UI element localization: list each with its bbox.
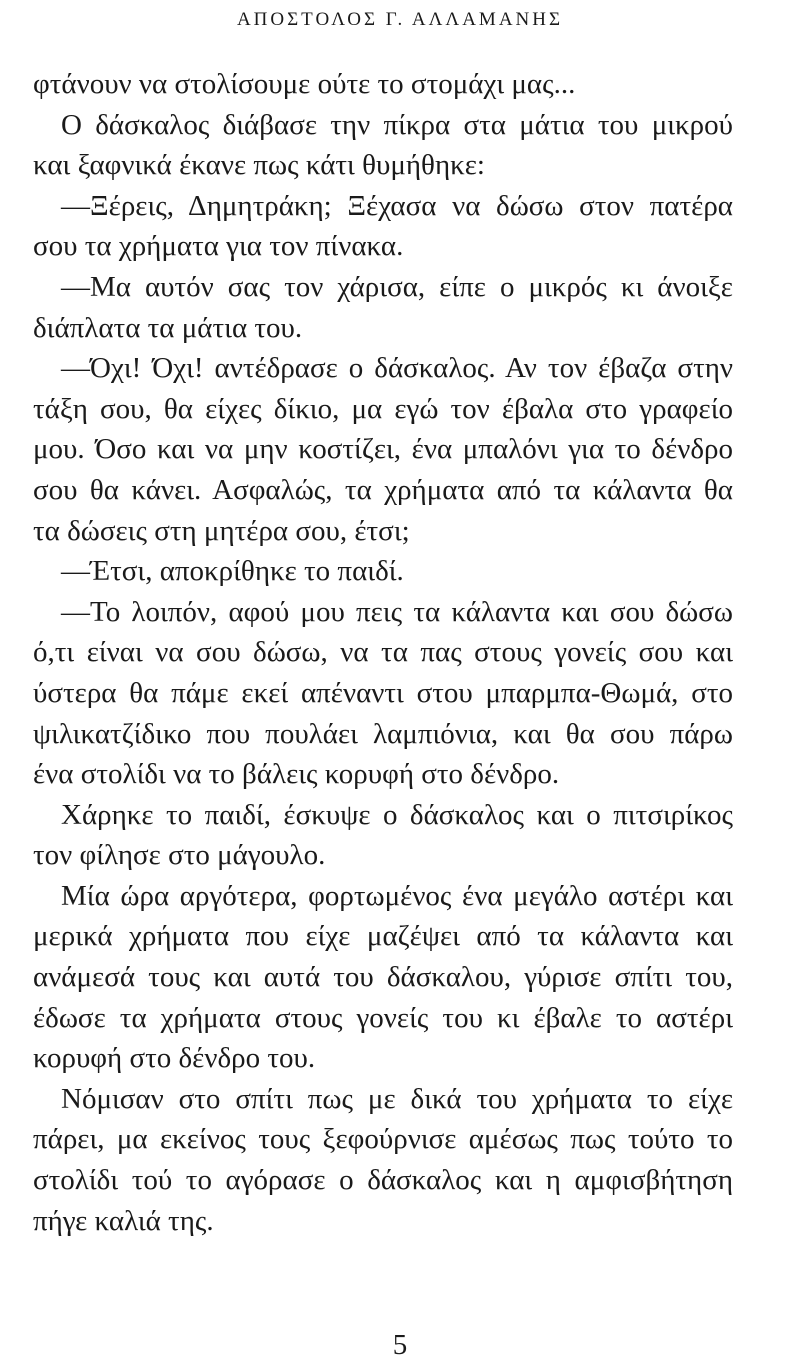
- text-line: στολίδι τού το αγόρασε ο δάσκαλος και η αμφισβήτηση: [33, 1164, 733, 1197]
- text-line: τον φίλησε στο μάγουλο.: [33, 839, 326, 872]
- text-line: Χάρηκε το παιδί, έσκυψε ο δάσκαλος και ο πιτσιρίκος: [61, 798, 733, 831]
- text-line: —Έτσι, αποκρίθηκε το παιδί.: [61, 555, 404, 588]
- text-line: Ο δάσκαλος διάβασε την πίκρα στα μάτια του μικρού: [61, 108, 733, 141]
- text-line: πάρει, μα εκείνος τους ξεφούρνισε αμέσως πως τούτο το: [33, 1123, 733, 1156]
- text-line: διάπλατα τα μάτια του.: [33, 311, 303, 344]
- text-line: Νόμισαν στο σπίτι πως με δικά του χρήματα το είχε: [61, 1082, 733, 1115]
- text-line: πήγε καλιά της.: [33, 1204, 214, 1237]
- text-line: έδωσε τα χρήματα στους γονείς του κι έβαλε το αστέρι: [33, 1001, 733, 1034]
- text-line: —Ξέρεις, Δημητράκη; Ξέχασα να δώσω στον πατέρα: [61, 189, 733, 222]
- text-line: —Το λοιπόν, αφού μου πεις τα κάλαντα και σου δώσω: [61, 595, 733, 628]
- text-line: ό,τι είναι να σου δώσω, να τα πας στους γονείς σου και: [33, 636, 733, 669]
- page-number: 5: [392, 1329, 408, 1361]
- running-header: ΑΠΟΣΤΟΛΟΣ Γ. ΑΛΛΑΜΑΝΗΣ: [236, 9, 564, 30]
- text-line: και ξαφνικά έκανε πως κάτι θυμήθηκε:: [33, 149, 485, 182]
- text-line: μερικά χρήματα που είχε μαζέψει από τα κάλαντα και: [33, 920, 733, 953]
- text-line: —Όχι! Όχι! αντέδρασε ο δάσκαλος. Αν τον έβαζα στην: [61, 352, 733, 385]
- text-line: φτάνουν να στολίσουμε ούτε το στομάχι μας...: [33, 68, 576, 100]
- text-line: ύστερα θα πάμε εκεί απέναντι στου μπαρμπα-Θωμά, στο: [33, 676, 733, 709]
- text-line: —Μα αυτόν σας τον χάρισα, είπε ο μικρός κι άνοιξε: [61, 270, 733, 303]
- text-line: Μία ώρα αργότερα, φορτωμένος ένα μεγάλο αστέρι και: [61, 879, 733, 912]
- text-line: ψιλικατζίδικο που πουλάει λαμπιόνια, και θα σου πάρω: [33, 717, 733, 750]
- text-line: ανάμεσά τους και αυτά του δάσκαλου, γύρισε σπίτι του,: [33, 961, 733, 994]
- text-line: σου θα κάνει. Ασφαλώς, τα χρήματα από τα κάλαντα θα: [33, 473, 733, 506]
- text-line: κορυφή στο δένδρο του.: [33, 1042, 316, 1075]
- text-line: μου. Όσο και να μην κοστίζει, ένα μπαλόνι για το δένδρο: [33, 433, 733, 466]
- text-line: τα δώσεις στη μητέρα σου, έτσι;: [33, 514, 410, 547]
- text-line: σου τα χρήματα για τον πίνακα.: [33, 230, 404, 263]
- text-line: τάξη σου, θα είχες δίκιο, μα εγώ τον έβαλα στο γραφείο: [33, 392, 733, 425]
- text-line: ένα στολίδι να το βάλεις κορυφή στο δένδρο.: [33, 758, 560, 791]
- body-text: [33, 64, 733, 1241]
